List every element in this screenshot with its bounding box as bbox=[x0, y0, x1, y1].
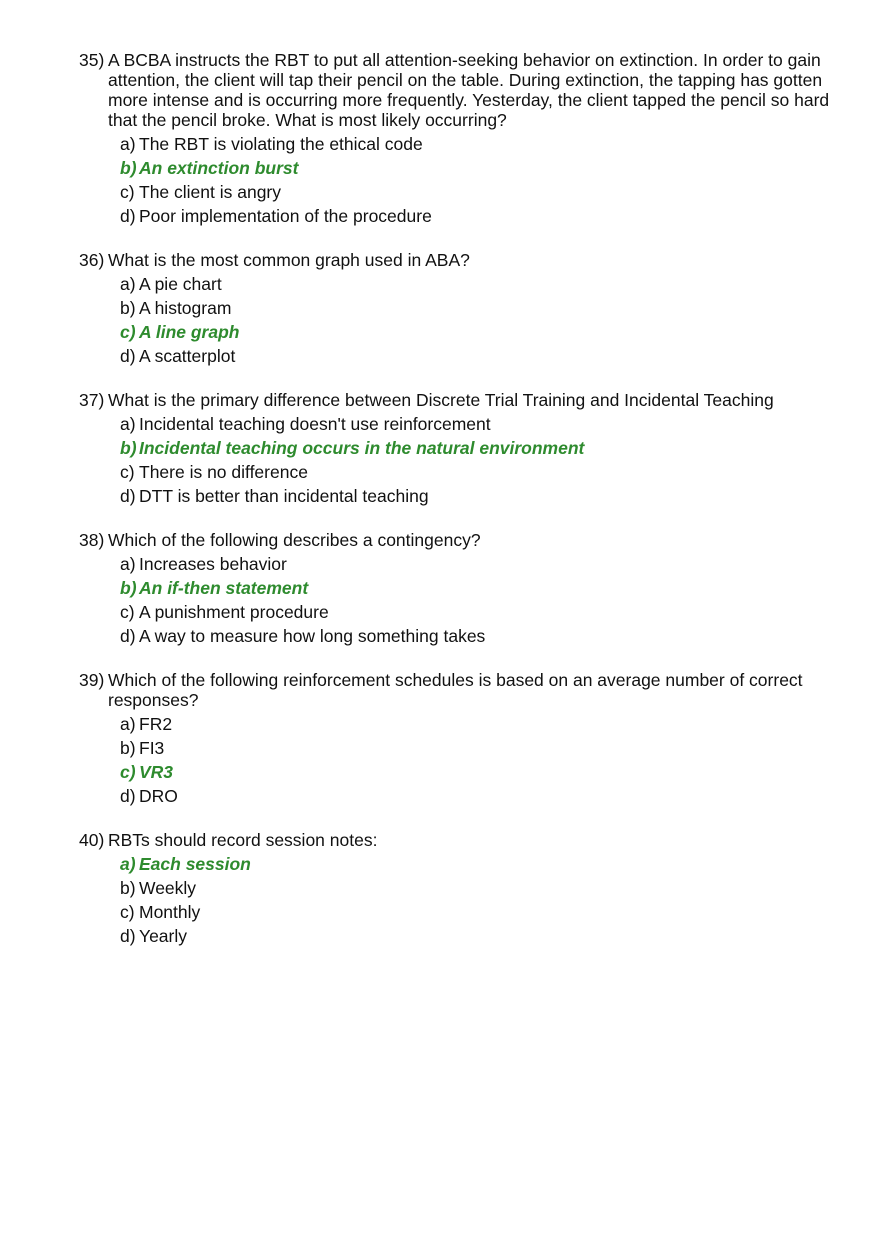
option-text: A way to measure how long something takes bbox=[139, 626, 486, 646]
option-text: Incidental teaching doesn't use reinforcement bbox=[139, 414, 491, 434]
question-number: 39) bbox=[79, 670, 105, 690]
question-39 bbox=[79, 670, 840, 806]
question-37 bbox=[79, 390, 840, 506]
answer-option-b bbox=[120, 738, 840, 758]
answer-option-b bbox=[120, 298, 840, 318]
question-36 bbox=[79, 250, 840, 366]
answer-option-c bbox=[120, 462, 840, 482]
option-text: VR3 bbox=[139, 762, 174, 782]
answer-option-b-correct bbox=[120, 578, 840, 598]
question-text: What is the most common graph used in ABA? bbox=[108, 250, 470, 270]
option-text: A scatterplot bbox=[139, 346, 236, 366]
option-letter: d) bbox=[120, 346, 136, 366]
answer-option-c-correct bbox=[120, 322, 840, 342]
answer-option-d bbox=[120, 786, 840, 806]
option-letter: c) bbox=[120, 902, 135, 922]
option-letter: b) bbox=[120, 158, 137, 178]
question-number: 40) bbox=[79, 830, 105, 850]
option-letter: b) bbox=[120, 438, 137, 458]
answer-option-b bbox=[120, 878, 840, 898]
option-letter: c) bbox=[120, 462, 135, 482]
option-letter: a) bbox=[120, 134, 136, 154]
answer-options bbox=[79, 134, 840, 226]
option-text: FI3 bbox=[139, 738, 165, 758]
option-letter: a) bbox=[120, 414, 136, 434]
option-letter: a) bbox=[120, 554, 136, 574]
option-text: An if-then statement bbox=[139, 578, 309, 598]
answer-option-a bbox=[120, 554, 840, 574]
option-letter: b) bbox=[120, 578, 137, 598]
option-letter: d) bbox=[120, 926, 136, 946]
question-40 bbox=[79, 830, 840, 946]
question-number: 35) bbox=[79, 50, 105, 70]
option-letter: a) bbox=[120, 714, 136, 734]
option-letter: c) bbox=[120, 762, 136, 782]
option-text: Weekly bbox=[139, 878, 197, 898]
question-number: 38) bbox=[79, 530, 105, 550]
answer-option-d bbox=[120, 206, 840, 226]
option-letter: b) bbox=[120, 878, 136, 898]
answer-option-a-correct bbox=[120, 854, 840, 874]
answer-options bbox=[79, 714, 840, 806]
question-text: Which of the following reinforcement schedules is based on an average number of correct responses? bbox=[108, 670, 803, 710]
option-letter: d) bbox=[120, 206, 136, 226]
option-text: Incidental teaching occurs in the natural environment bbox=[139, 438, 585, 458]
answer-option-d bbox=[120, 346, 840, 366]
answer-option-a bbox=[120, 414, 840, 434]
option-letter: d) bbox=[120, 626, 136, 646]
answer-options bbox=[79, 274, 840, 366]
answer-option-c bbox=[120, 602, 840, 622]
option-text: Increases behavior bbox=[139, 554, 287, 574]
answer-option-a bbox=[120, 134, 840, 154]
answer-option-a bbox=[120, 274, 840, 294]
question-35 bbox=[79, 50, 840, 226]
option-text: Each session bbox=[139, 854, 251, 874]
answer-option-d bbox=[120, 486, 840, 506]
option-text: A pie chart bbox=[139, 274, 222, 294]
option-text: There is no difference bbox=[139, 462, 308, 482]
option-letter: c) bbox=[120, 182, 135, 202]
answer-option-a bbox=[120, 714, 840, 734]
option-letter: d) bbox=[120, 786, 136, 806]
option-letter: d) bbox=[120, 486, 136, 506]
question-text: RBTs should record session notes: bbox=[108, 830, 378, 850]
option-text: DTT is better than incidental teaching bbox=[139, 486, 429, 506]
option-text: The client is angry bbox=[139, 182, 282, 202]
option-letter: a) bbox=[120, 274, 136, 294]
option-letter: a) bbox=[120, 854, 136, 874]
option-letter: b) bbox=[120, 298, 136, 318]
answer-option-d bbox=[120, 926, 840, 946]
answer-option-b-correct bbox=[120, 438, 840, 458]
option-text: The RBT is violating the ethical code bbox=[139, 134, 423, 154]
option-text: An extinction burst bbox=[139, 158, 299, 178]
answer-option-c-correct bbox=[120, 762, 840, 782]
option-text: DRO bbox=[139, 786, 178, 806]
option-letter: b) bbox=[120, 738, 136, 758]
answer-option-c bbox=[120, 902, 840, 922]
option-text: A line graph bbox=[139, 322, 240, 342]
question-38 bbox=[79, 530, 840, 646]
option-text: A punishment procedure bbox=[139, 602, 329, 622]
option-letter: c) bbox=[120, 322, 136, 342]
option-text: FR2 bbox=[139, 714, 173, 734]
option-letter: c) bbox=[120, 602, 135, 622]
option-text: Poor implementation of the procedure bbox=[139, 206, 432, 226]
answer-options bbox=[79, 414, 840, 506]
answer-option-d bbox=[120, 626, 840, 646]
answer-option-b-correct bbox=[120, 158, 840, 178]
option-text: Yearly bbox=[139, 926, 187, 946]
answer-option-c bbox=[120, 182, 840, 202]
question-number: 36) bbox=[79, 250, 105, 270]
answer-options bbox=[79, 554, 840, 646]
question-number: 37) bbox=[79, 390, 105, 410]
answer-options bbox=[79, 854, 840, 946]
question-text: What is the primary difference between Discrete Trial Training and Incidental Teaching bbox=[108, 390, 774, 410]
option-text: A histogram bbox=[139, 298, 232, 318]
question-text: A BCBA instructs the RBT to put all attention-seeking behavior on extinction. In order to gain attention, the client will tap their pencil on the table. During extinction, the tapping has gotten more intense and is occurring more frequently. Yesterday, the client tapped the pencil so hard that the pencil broke. What is most likely occurring? bbox=[108, 50, 830, 130]
question-text: Which of the following describes a contingency? bbox=[108, 530, 481, 550]
option-text: Monthly bbox=[139, 902, 201, 922]
